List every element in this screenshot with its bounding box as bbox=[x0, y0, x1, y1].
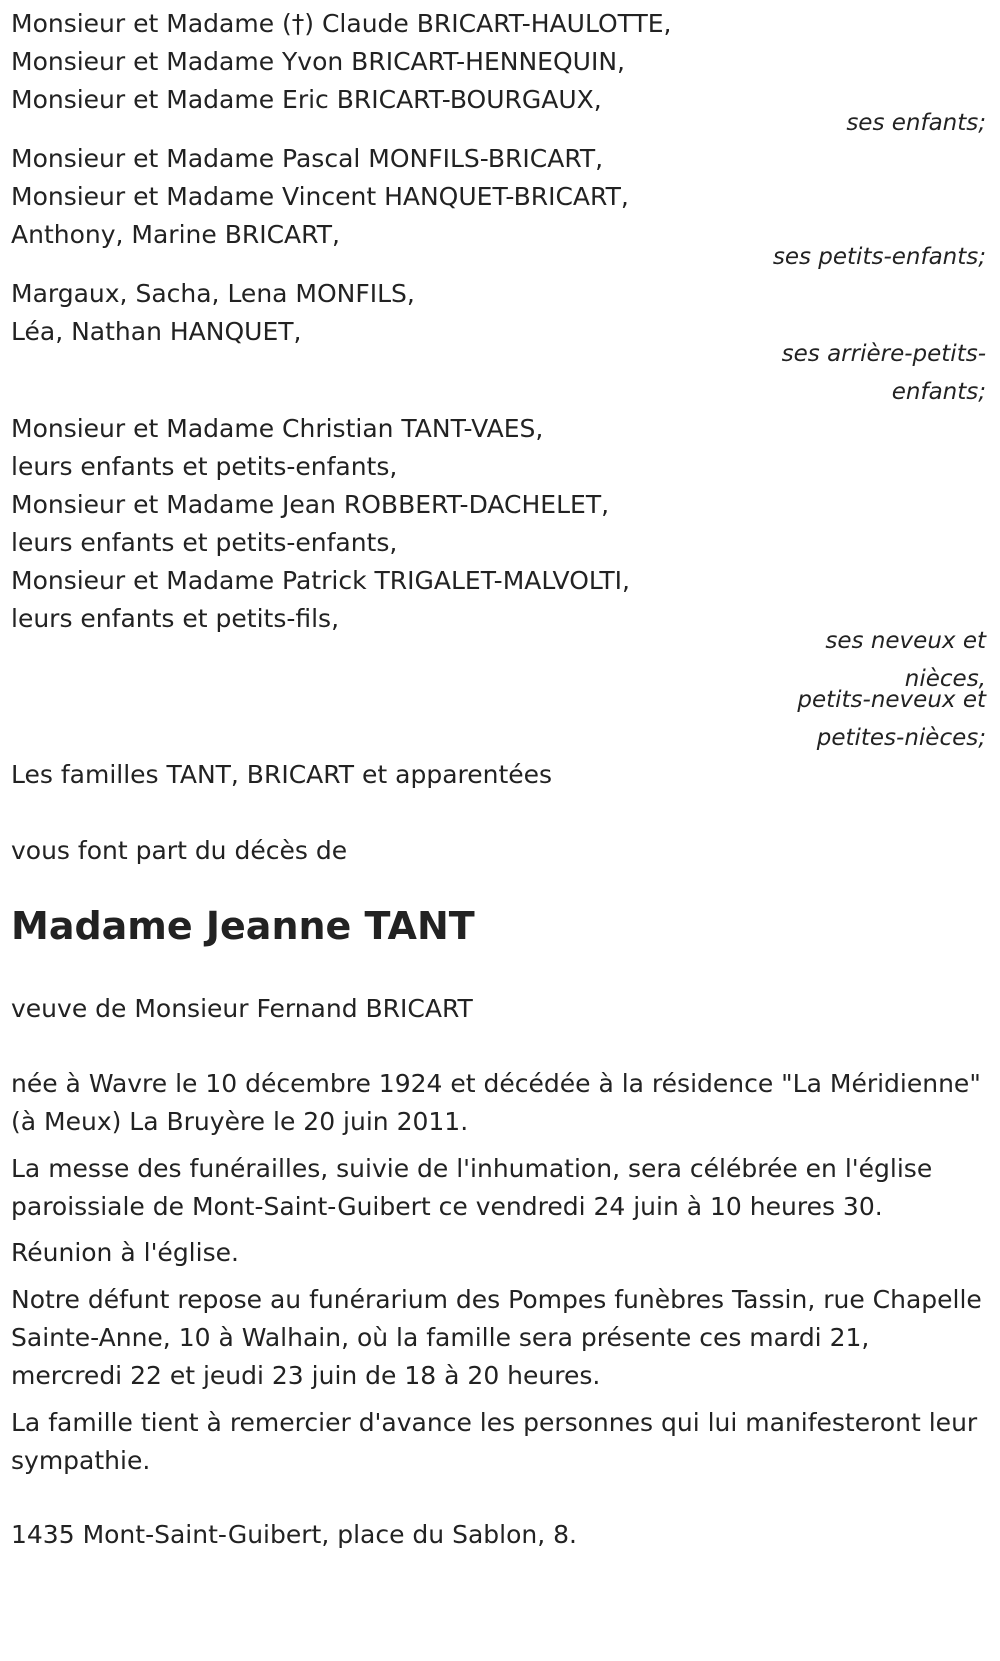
family-line: Monsieur et Madame Yvon BRICART-HENNEQUIN, bbox=[11, 47, 625, 76]
family-line: Monsieur et Madame Jean ROBBERT-DACHELET, bbox=[11, 490, 610, 519]
birth-death-paragraph: née à Wavre le 10 décembre 1924 et décédée à la résidence "La Méridienne" (à Meux) La Bruyère le 20 juin 2011. bbox=[11, 1069, 981, 1136]
family-line: leurs enfants et petits-fils, bbox=[11, 604, 340, 633]
family-line: Monsieur et Madame Eric BRICART-BOURGAUX, bbox=[11, 85, 602, 114]
funerarium-paragraph: Notre défunt repose au funérarium des Pompes funèbres Tassin, rue Chapelle Sainte-Anne, 10 à Walhain, où la famille sera présente ces mardi 21, mercredi 22 et jeudi 23 juin de 18 à 20 heures. bbox=[11, 1285, 982, 1390]
address-line: 1435 Mont-Saint-Guibert, place du Sablon, 8. bbox=[11, 1520, 577, 1549]
role-label-nephews: ses neveux et bbox=[825, 628, 986, 654]
announcement-line: vous font part du décès de bbox=[11, 836, 348, 865]
role-label-nephews: petites-nièces; bbox=[816, 725, 986, 751]
family-line: Monsieur et Madame Patrick TRIGALET-MALVOLTI, bbox=[11, 566, 630, 595]
family-line: Léa, Nathan HANQUET, bbox=[11, 317, 302, 346]
deceased-name: Madame Jeanne TANT bbox=[11, 904, 475, 948]
family-group-children bbox=[11, 5, 672, 119]
family-line: Anthony, Marine BRICART, bbox=[11, 220, 340, 249]
family-line: Monsieur et Madame Vincent HANQUET-BRICART, bbox=[11, 182, 629, 211]
family-line: Margaux, Sacha, Lena MONFILS, bbox=[11, 279, 415, 308]
funeral-mass-paragraph: La messe des funérailles, suivie de l'inhumation, sera célébrée en l'église paroissiale de Mont-Saint-Guibert ce vendredi 24 juin à 10 heures 30. bbox=[11, 1154, 933, 1221]
family-line: leurs enfants et petits-enfants, bbox=[11, 452, 398, 481]
family-group-nephews bbox=[11, 410, 630, 638]
families-line: Les familles TANT, BRICART et apparentées bbox=[11, 760, 553, 789]
thanks-paragraph: La famille tient à remercier d'avance les personnes qui lui manifesteront leur sympathie. bbox=[11, 1408, 978, 1475]
role-label-nephews: nièces, bbox=[904, 666, 986, 692]
family-line: Monsieur et Madame (†) Claude BRICART-HAULOTTE, bbox=[11, 9, 672, 38]
family-line: Monsieur et Madame Christian TANT-VAES, bbox=[11, 414, 544, 443]
role-label-grandchildren: ses petits-enfants; bbox=[772, 244, 986, 270]
role-label-great-grandchildren: enfants; bbox=[891, 379, 986, 405]
meeting-paragraph: Réunion à l'église. bbox=[11, 1238, 239, 1267]
role-label-nephews: petits-neveux et bbox=[797, 687, 986, 713]
role-label-children: ses enfants; bbox=[846, 110, 986, 136]
family-group-grandchildren bbox=[11, 140, 629, 254]
family-line: Monsieur et Madame Pascal MONFILS-BRICART, bbox=[11, 144, 604, 173]
role-label-great-grandchildren: ses arrière-petits- bbox=[781, 341, 986, 367]
widow-of-line: veuve de Monsieur Fernand BRICART bbox=[11, 994, 473, 1023]
family-line: leurs enfants et petits-enfants, bbox=[11, 528, 398, 557]
